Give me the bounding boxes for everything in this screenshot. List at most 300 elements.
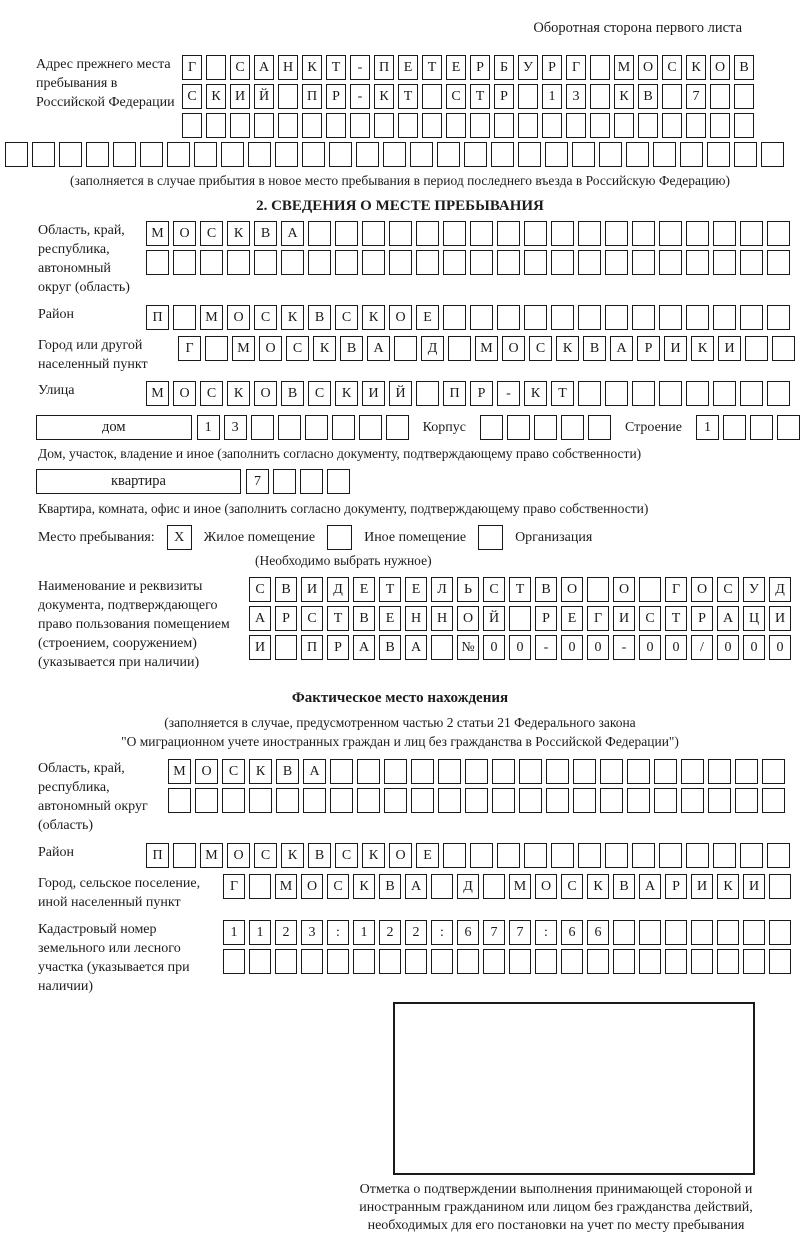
char-cell[interactable]: В (281, 381, 304, 406)
char-cell[interactable] (457, 949, 479, 974)
char-cell[interactable]: Т (398, 84, 418, 109)
char-cell[interactable] (769, 920, 791, 945)
char-cell[interactable] (769, 949, 791, 974)
char-cell[interactable] (578, 305, 601, 330)
char-cell[interactable]: С (200, 221, 223, 246)
char-cell[interactable]: С (662, 55, 682, 80)
char-cell[interactable] (767, 381, 790, 406)
char-cell[interactable]: Л (431, 577, 453, 602)
char-cell[interactable]: О (227, 843, 250, 868)
char-cell[interactable]: Т (326, 55, 346, 80)
char-cell[interactable]: И (743, 874, 765, 899)
char-cell[interactable] (524, 305, 547, 330)
char-cell[interactable]: К (335, 381, 358, 406)
char-cell[interactable]: М (200, 843, 223, 868)
char-cell[interactable] (350, 113, 370, 138)
char-cell[interactable] (113, 142, 136, 167)
char-cell[interactable] (518, 113, 538, 138)
char-cell[interactable] (627, 759, 650, 784)
char-cell[interactable] (497, 305, 520, 330)
char-cell[interactable] (590, 113, 610, 138)
char-cell[interactable] (416, 250, 439, 275)
char-cell[interactable]: М (475, 336, 498, 361)
char-cell[interactable] (743, 920, 765, 945)
char-cell[interactable]: К (556, 336, 579, 361)
char-cell[interactable] (590, 84, 610, 109)
char-cell[interactable]: Е (446, 55, 466, 80)
char-cell[interactable]: У (743, 577, 765, 602)
char-cell[interactable]: Д (421, 336, 444, 361)
char-cell[interactable] (605, 250, 628, 275)
char-cell[interactable] (470, 305, 493, 330)
char-cell[interactable] (734, 142, 757, 167)
char-cell[interactable] (357, 788, 380, 813)
char-cell[interactable] (686, 305, 709, 330)
char-cell[interactable]: Е (398, 55, 418, 80)
char-cell[interactable]: - (613, 635, 635, 660)
char-cell[interactable]: Е (561, 606, 583, 631)
char-cell[interactable] (254, 250, 277, 275)
char-cell[interactable]: 3 (566, 84, 586, 109)
char-cell[interactable]: О (254, 381, 277, 406)
char-cell[interactable]: К (249, 759, 272, 784)
char-cell[interactable]: Д (327, 577, 349, 602)
char-cell[interactable]: П (146, 305, 169, 330)
char-cell[interactable] (173, 843, 196, 868)
char-cell[interactable]: С (230, 55, 250, 80)
char-cell[interactable]: 0 (639, 635, 661, 660)
char-cell[interactable]: В (308, 305, 331, 330)
char-cell[interactable]: О (389, 843, 412, 868)
char-cell[interactable] (470, 221, 493, 246)
char-cell[interactable] (492, 759, 515, 784)
char-cell[interactable]: И (301, 577, 323, 602)
char-cell[interactable] (572, 142, 595, 167)
char-cell[interactable]: Н (278, 55, 298, 80)
char-cell[interactable] (740, 250, 763, 275)
char-cell[interactable]: : (327, 920, 349, 945)
char-cell[interactable] (227, 250, 250, 275)
char-cell[interactable]: С (286, 336, 309, 361)
char-cell[interactable]: С (717, 577, 739, 602)
char-cell[interactable]: Т (379, 577, 401, 602)
char-cell[interactable]: Р (470, 381, 493, 406)
char-cell[interactable]: 7 (686, 84, 706, 109)
char-cell[interactable]: К (374, 84, 394, 109)
char-cell[interactable]: С (308, 381, 331, 406)
char-cell[interactable] (443, 250, 466, 275)
char-cell[interactable]: 7 (509, 920, 531, 945)
char-cell[interactable]: И (249, 635, 271, 660)
char-cell[interactable]: К (686, 55, 706, 80)
char-cell[interactable] (335, 250, 358, 275)
char-cell[interactable]: А (717, 606, 739, 631)
char-cell[interactable] (713, 843, 736, 868)
char-cell[interactable] (431, 635, 453, 660)
char-cell[interactable]: И (769, 606, 791, 631)
char-cell[interactable] (491, 142, 514, 167)
char-cell[interactable] (384, 788, 407, 813)
char-cell[interactable] (605, 843, 628, 868)
char-cell[interactable]: П (301, 635, 323, 660)
char-cell[interactable]: О (535, 874, 557, 899)
char-cell[interactable]: В (734, 55, 754, 80)
char-cell[interactable] (681, 788, 704, 813)
char-cell[interactable]: О (259, 336, 282, 361)
char-cell[interactable] (249, 788, 272, 813)
char-cell[interactable]: И (664, 336, 687, 361)
char-cell[interactable]: Б (494, 55, 514, 80)
char-cell[interactable] (221, 142, 244, 167)
char-cell[interactable] (86, 142, 109, 167)
char-cell[interactable] (654, 759, 677, 784)
char-cell[interactable]: О (389, 305, 412, 330)
char-cell[interactable] (483, 874, 505, 899)
char-cell[interactable] (507, 415, 530, 440)
char-cell[interactable] (249, 874, 271, 899)
char-cell[interactable] (173, 250, 196, 275)
char-cell[interactable] (383, 142, 406, 167)
char-cell[interactable] (707, 142, 730, 167)
char-cell[interactable] (278, 415, 301, 440)
char-cell[interactable]: Й (483, 606, 505, 631)
char-cell[interactable] (519, 788, 542, 813)
char-cell[interactable] (518, 84, 538, 109)
char-cell[interactable]: Р (326, 84, 346, 109)
char-cell[interactable] (410, 142, 433, 167)
char-cell[interactable]: У (518, 55, 538, 80)
char-cell[interactable]: Т (551, 381, 574, 406)
char-cell[interactable]: В (275, 577, 297, 602)
char-cell[interactable]: 3 (301, 920, 323, 945)
char-cell[interactable]: Е (416, 843, 439, 868)
char-cell[interactable] (627, 788, 650, 813)
char-cell[interactable] (659, 305, 682, 330)
char-cell[interactable] (632, 305, 655, 330)
char-cell[interactable] (308, 221, 331, 246)
char-cell[interactable] (302, 113, 322, 138)
char-cell[interactable] (483, 949, 505, 974)
char-cell[interactable] (194, 142, 217, 167)
char-cell[interactable]: - (350, 55, 370, 80)
char-cell[interactable]: С (301, 606, 323, 631)
char-cell[interactable]: 1 (197, 415, 220, 440)
char-cell[interactable]: Ц (743, 606, 765, 631)
char-cell[interactable]: Г (178, 336, 201, 361)
char-cell[interactable]: С (327, 874, 349, 899)
char-cell[interactable]: Т (509, 577, 531, 602)
char-cell[interactable]: Р (637, 336, 660, 361)
char-cell[interactable]: О (710, 55, 730, 80)
char-cell[interactable]: Е (379, 606, 401, 631)
char-cell[interactable]: И (691, 874, 713, 899)
char-cell[interactable]: - (350, 84, 370, 109)
char-cell[interactable] (273, 469, 296, 494)
char-cell[interactable]: К (614, 84, 634, 109)
char-cell[interactable] (222, 788, 245, 813)
char-cell[interactable]: Г (665, 577, 687, 602)
char-cell[interactable] (750, 415, 773, 440)
char-cell[interactable] (762, 759, 785, 784)
char-cell[interactable] (357, 759, 380, 784)
char-cell[interactable]: И (613, 606, 635, 631)
char-cell[interactable]: С (222, 759, 245, 784)
char-cell[interactable]: О (173, 381, 196, 406)
char-cell[interactable] (374, 113, 394, 138)
char-cell[interactable] (708, 788, 731, 813)
char-cell[interactable]: К (313, 336, 336, 361)
char-cell[interactable]: М (614, 55, 634, 80)
char-cell[interactable]: А (353, 635, 375, 660)
char-cell[interactable] (551, 305, 574, 330)
char-cell[interactable]: О (613, 577, 635, 602)
char-cell[interactable] (422, 84, 442, 109)
char-cell[interactable] (659, 221, 682, 246)
char-cell[interactable] (223, 949, 245, 974)
char-cell[interactable]: Й (254, 84, 274, 109)
char-cell[interactable]: Г (566, 55, 586, 80)
char-cell[interactable] (497, 250, 520, 275)
char-cell[interactable]: 0 (483, 635, 505, 660)
char-cell[interactable]: Р (691, 606, 713, 631)
char-cell[interactable]: Р (535, 606, 557, 631)
char-cell[interactable] (173, 305, 196, 330)
char-cell[interactable]: С (529, 336, 552, 361)
char-cell[interactable]: Д (457, 874, 479, 899)
char-cell[interactable] (740, 843, 763, 868)
char-cell[interactable]: А (281, 221, 304, 246)
char-cell[interactable]: 6 (561, 920, 583, 945)
char-cell[interactable] (767, 250, 790, 275)
char-cell[interactable]: С (561, 874, 583, 899)
char-cell[interactable] (710, 113, 730, 138)
char-cell[interactable]: 1 (223, 920, 245, 945)
char-cell[interactable] (195, 788, 218, 813)
char-cell[interactable]: Н (405, 606, 427, 631)
char-cell[interactable]: К (227, 221, 250, 246)
char-cell[interactable] (524, 250, 547, 275)
char-cell[interactable] (740, 381, 763, 406)
char-cell[interactable] (573, 788, 596, 813)
char-cell[interactable]: № (457, 635, 479, 660)
char-cell[interactable]: С (249, 577, 271, 602)
char-cell[interactable] (497, 221, 520, 246)
char-cell[interactable] (438, 788, 461, 813)
char-cell[interactable]: К (362, 843, 385, 868)
char-cell[interactable]: 0 (587, 635, 609, 660)
char-cell[interactable] (561, 415, 584, 440)
char-cell[interactable]: 0 (743, 635, 765, 660)
char-cell[interactable]: С (335, 843, 358, 868)
char-cell[interactable] (448, 336, 471, 361)
char-cell[interactable] (578, 250, 601, 275)
char-cell[interactable] (740, 221, 763, 246)
char-cell[interactable] (745, 336, 768, 361)
char-cell[interactable] (653, 142, 676, 167)
char-cell[interactable]: А (249, 606, 271, 631)
char-cell[interactable] (686, 381, 709, 406)
char-cell[interactable] (518, 142, 541, 167)
residence-checkbox-dwelling[interactable]: X (167, 525, 192, 550)
char-cell[interactable]: А (405, 874, 427, 899)
char-cell[interactable] (691, 920, 713, 945)
char-cell[interactable] (546, 759, 569, 784)
char-cell[interactable] (686, 250, 709, 275)
char-cell[interactable] (411, 759, 434, 784)
char-cell[interactable] (632, 381, 655, 406)
char-cell[interactable] (599, 142, 622, 167)
char-cell[interactable] (278, 84, 298, 109)
char-cell[interactable] (762, 788, 785, 813)
char-cell[interactable] (551, 250, 574, 275)
char-cell[interactable]: В (276, 759, 299, 784)
char-cell[interactable] (659, 843, 682, 868)
char-cell[interactable]: А (303, 759, 326, 784)
char-cell[interactable] (767, 843, 790, 868)
char-cell[interactable] (626, 142, 649, 167)
char-cell[interactable] (443, 221, 466, 246)
char-cell[interactable]: О (227, 305, 250, 330)
char-cell[interactable] (497, 843, 520, 868)
char-cell[interactable]: В (254, 221, 277, 246)
char-cell[interactable]: К (227, 381, 250, 406)
char-cell[interactable] (665, 949, 687, 974)
char-cell[interactable]: К (691, 336, 714, 361)
char-cell[interactable] (437, 142, 460, 167)
char-cell[interactable] (605, 381, 628, 406)
char-cell[interactable]: 6 (587, 920, 609, 945)
char-cell[interactable]: О (638, 55, 658, 80)
char-cell[interactable]: : (431, 920, 453, 945)
char-cell[interactable]: П (443, 381, 466, 406)
char-cell[interactable] (200, 250, 223, 275)
char-cell[interactable]: Т (422, 55, 442, 80)
char-cell[interactable] (470, 250, 493, 275)
char-cell[interactable] (659, 250, 682, 275)
char-cell[interactable] (767, 221, 790, 246)
char-cell[interactable]: О (502, 336, 525, 361)
char-cell[interactable]: А (639, 874, 661, 899)
char-cell[interactable] (551, 221, 574, 246)
char-cell[interactable] (438, 759, 461, 784)
char-cell[interactable] (248, 142, 271, 167)
char-cell[interactable]: И (718, 336, 741, 361)
char-cell[interactable] (308, 250, 331, 275)
char-cell[interactable] (206, 113, 226, 138)
char-cell[interactable] (330, 788, 353, 813)
char-cell[interactable] (761, 142, 784, 167)
char-cell[interactable] (588, 415, 611, 440)
char-cell[interactable] (632, 843, 655, 868)
char-cell[interactable] (335, 221, 358, 246)
char-cell[interactable] (524, 221, 547, 246)
apartment-type-box[interactable]: квартира (36, 469, 241, 494)
char-cell[interactable]: К (362, 305, 385, 330)
char-cell[interactable]: Й (389, 381, 412, 406)
char-cell[interactable]: А (405, 635, 427, 660)
char-cell[interactable] (605, 305, 628, 330)
char-cell[interactable] (740, 305, 763, 330)
char-cell[interactable] (492, 788, 515, 813)
char-cell[interactable] (578, 221, 601, 246)
char-cell[interactable]: 1 (696, 415, 719, 440)
char-cell[interactable]: И (230, 84, 250, 109)
char-cell[interactable] (509, 606, 531, 631)
char-cell[interactable] (566, 113, 586, 138)
char-cell[interactable] (654, 788, 677, 813)
char-cell[interactable] (276, 788, 299, 813)
char-cell[interactable] (613, 920, 635, 945)
char-cell[interactable]: С (446, 84, 466, 109)
house-type-box[interactable]: дом (36, 415, 192, 440)
char-cell[interactable] (411, 788, 434, 813)
char-cell[interactable] (578, 381, 601, 406)
char-cell[interactable]: Р (542, 55, 562, 80)
char-cell[interactable]: А (254, 55, 274, 80)
char-cell[interactable]: Г (223, 874, 245, 899)
char-cell[interactable] (167, 142, 190, 167)
char-cell[interactable] (249, 949, 271, 974)
char-cell[interactable] (329, 142, 352, 167)
char-cell[interactable] (632, 221, 655, 246)
char-cell[interactable] (327, 949, 349, 974)
char-cell[interactable]: В (379, 635, 401, 660)
char-cell[interactable] (639, 577, 661, 602)
char-cell[interactable] (389, 221, 412, 246)
char-cell[interactable] (32, 142, 55, 167)
char-cell[interactable] (686, 113, 706, 138)
char-cell[interactable]: - (497, 381, 520, 406)
char-cell[interactable]: М (232, 336, 255, 361)
char-cell[interactable] (278, 113, 298, 138)
char-cell[interactable] (743, 949, 765, 974)
char-cell[interactable] (587, 949, 609, 974)
char-cell[interactable] (465, 759, 488, 784)
char-cell[interactable]: К (353, 874, 375, 899)
char-cell[interactable] (578, 843, 601, 868)
char-cell[interactable]: П (146, 843, 169, 868)
char-cell[interactable] (614, 113, 634, 138)
char-cell[interactable] (431, 949, 453, 974)
char-cell[interactable] (140, 142, 163, 167)
char-cell[interactable] (431, 874, 453, 899)
char-cell[interactable]: К (206, 84, 226, 109)
char-cell[interactable]: К (302, 55, 322, 80)
char-cell[interactable]: М (275, 874, 297, 899)
char-cell[interactable]: Г (587, 606, 609, 631)
char-cell[interactable] (362, 250, 385, 275)
char-cell[interactable] (353, 949, 375, 974)
char-cell[interactable]: В (638, 84, 658, 109)
char-cell[interactable]: К (281, 843, 304, 868)
char-cell[interactable]: / (691, 635, 713, 660)
char-cell[interactable] (717, 949, 739, 974)
char-cell[interactable]: С (254, 305, 277, 330)
char-cell[interactable] (713, 381, 736, 406)
char-cell[interactable]: Н (431, 606, 453, 631)
char-cell[interactable] (686, 843, 709, 868)
char-cell[interactable] (723, 415, 746, 440)
char-cell[interactable] (686, 221, 709, 246)
char-cell[interactable]: Т (665, 606, 687, 631)
char-cell[interactable]: О (457, 606, 479, 631)
residence-checkbox-other[interactable] (327, 525, 352, 550)
char-cell[interactable] (359, 415, 382, 440)
char-cell[interactable] (302, 142, 325, 167)
char-cell[interactable]: 2 (405, 920, 427, 945)
char-cell[interactable] (386, 415, 409, 440)
char-cell[interactable]: С (335, 305, 358, 330)
